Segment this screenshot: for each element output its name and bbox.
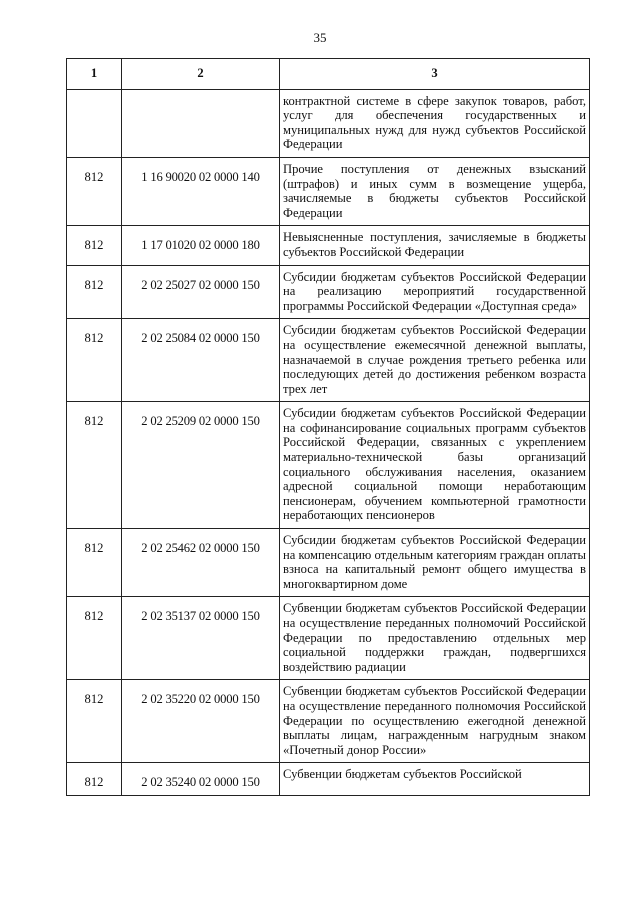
- admin-code-cell: [67, 89, 122, 157]
- description-cell: контрактной системе в сфере закупок товаров, работ, услуг для обеспечения государственных и муниципальных нужд для нужд субъектов Российской Федерации: [280, 89, 590, 157]
- table-row: [67, 89, 590, 157]
- revenue-code-cell: 2 02 35220 02 0000 150: [122, 680, 280, 763]
- description-cell: Невыясненные поступления, зачисляемые в бюджеты субъектов Российской Федерации: [280, 226, 590, 265]
- table-header-row: [67, 59, 590, 90]
- admin-code-cell: 812: [67, 597, 122, 680]
- table-row: [67, 763, 590, 796]
- table-row: [67, 157, 590, 225]
- revenue-code-cell: 1 16 90020 02 0000 140: [122, 157, 280, 225]
- table-row: [67, 265, 590, 319]
- admin-code-cell: 812: [67, 680, 122, 763]
- admin-code-cell: 812: [67, 157, 122, 225]
- description-cell: Прочие поступления от денежных взысканий (штрафов) и иных сумм в возмещение ущерба, зачисляемые в бюджеты субъектов Российской Федерации: [280, 157, 590, 225]
- admin-code-cell: 812: [67, 265, 122, 319]
- table-row: [67, 319, 590, 402]
- admin-code-cell: 812: [67, 402, 122, 529]
- table-row: [67, 680, 590, 763]
- budget-codes-table: [66, 58, 590, 796]
- revenue-code-cell: 2 02 35240 02 0000 150: [122, 763, 280, 796]
- revenue-code-cell: 2 02 35137 02 0000 150: [122, 597, 280, 680]
- column-header: 3: [280, 59, 590, 90]
- description-cell: Субвенции бюджетам субъектов Российской Федерации на осуществление переданных полномочий Российской Федерации по предоставлению отдельных мер социальной поддержки граждан, подвергшихся воздействию радиации: [280, 597, 590, 680]
- table-row: [67, 529, 590, 597]
- column-header: 1: [67, 59, 122, 90]
- revenue-code-cell: 1 17 01020 02 0000 180: [122, 226, 280, 265]
- column-header: 2: [122, 59, 280, 90]
- description-cell: Субсидии бюджетам субъектов Российской Федерации на реализацию мероприятий государственной программы Российской Федерации «Доступная среда»: [280, 265, 590, 319]
- description-cell: Субсидии бюджетам субъектов Российской Федерации на компенсацию отдельным категориям граждан оплаты взноса на капитальный ремонт общего имущества в многоквартирном доме: [280, 529, 590, 597]
- table-row: [67, 597, 590, 680]
- description-cell: Субвенции бюджетам субъектов Российской: [280, 763, 590, 796]
- revenue-code-cell: 2 02 25084 02 0000 150: [122, 319, 280, 402]
- description-cell: Субсидии бюджетам субъектов Российской Федерации на осуществление ежемесячной денежной выплаты, назначаемой в случае рождения третьего ребенка или последующих детей до достижения ребенком возраста трех лет: [280, 319, 590, 402]
- table-row: [67, 226, 590, 265]
- description-cell: Субвенции бюджетам субъектов Российской Федерации на осуществление переданного полномочия Российской Федерации по осуществлению ежегодной денежной выплаты лицам, награжденным нагрудным знаком «Почетный донор России»: [280, 680, 590, 763]
- revenue-code-cell: 2 02 25209 02 0000 150: [122, 402, 280, 529]
- admin-code-cell: 812: [67, 226, 122, 265]
- admin-code-cell: 812: [67, 529, 122, 597]
- page-number: 35: [313, 30, 327, 45]
- revenue-code-cell: 2 02 25027 02 0000 150: [122, 265, 280, 319]
- admin-code-cell: 812: [67, 319, 122, 402]
- revenue-code-cell: [122, 89, 280, 157]
- revenue-code-cell: 2 02 25462 02 0000 150: [122, 529, 280, 597]
- description-cell: Субсидии бюджетам субъектов Российской Федерации на софинансирование социальных программ субъектов Российской Федерации, связанных с укреплением материально-технической базы организаций социального обслуживания населения, оказанием адресной социальной помощи неработающим пенсионерам, обучением компьютерной грамотности неработающих пенсионеров: [280, 402, 590, 529]
- admin-code-cell: 812: [67, 763, 122, 796]
- table-row: [67, 402, 590, 529]
